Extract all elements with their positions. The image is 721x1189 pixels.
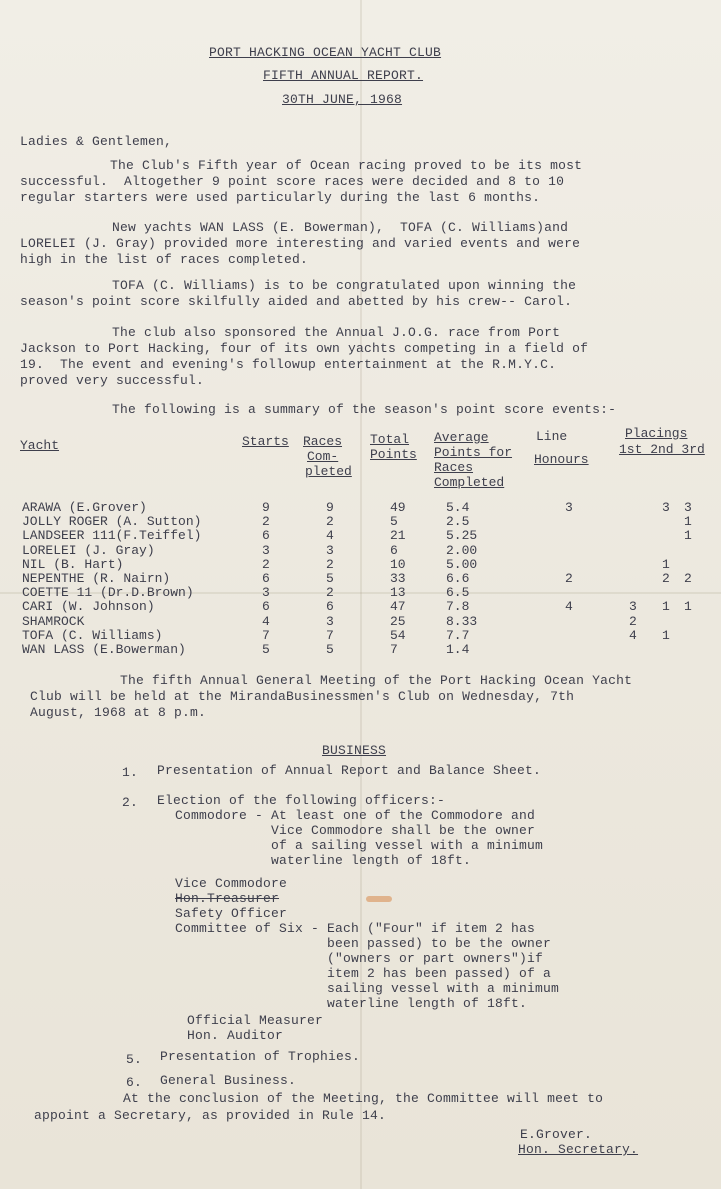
cell-placing-3rd: 1	[684, 528, 692, 544]
cell-starts: 6	[262, 571, 270, 586]
report-date: 30TH JUNE, 1968	[282, 92, 403, 107]
paragraph-4-line-1: The club also sponsored the Annual J.O.G. race from Port	[112, 325, 561, 340]
header-average-2: Points for	[434, 445, 513, 460]
cell-placing-3rd: 3	[684, 500, 692, 515]
commodore-line-4: waterline length of 18ft.	[175, 853, 472, 868]
header-average-3: Races	[434, 460, 474, 475]
cell-points: 21	[390, 528, 406, 544]
cell-points: 7	[390, 642, 398, 657]
ink-smudge	[366, 896, 392, 902]
cell-average: 7.7	[446, 627, 470, 643]
cell-completed: 2	[326, 585, 334, 601]
cell-completed: 5	[326, 571, 334, 586]
cell-average: 2.00	[446, 542, 478, 558]
paragraph-2-line-1: New yachts WAN LASS (E. Bowerman), TOFA (C. Williams)and	[112, 220, 569, 235]
cell-starts: 5	[262, 642, 270, 657]
business-item-2-number: 2.	[122, 795, 139, 810]
business-item-6: General Business.	[160, 1073, 297, 1088]
committee-line-1: Committee of Six - Each ("Four" if item 2 has	[175, 921, 536, 936]
cell-starts: 4	[262, 613, 270, 629]
cell-starts: 7	[262, 627, 270, 643]
club-title: PORT HACKING OCEAN YACHT CLUB	[209, 45, 442, 60]
header-placings-2: 1st 2nd 3rd	[619, 442, 705, 457]
cell-placing-2nd: 2	[662, 571, 670, 586]
paragraph-2-line-2: LORELEI (J. Gray) provided more interesting and varied events and were	[20, 236, 581, 251]
cell-completed: 7	[326, 627, 334, 643]
closing-line-2: appoint a Secretary, as provided in Rule 14.	[34, 1108, 387, 1123]
paragraph-1-line-1: The Club's Fifth year of Ocean racing proved to be its most	[110, 158, 583, 173]
cell-placing-1st: 2	[629, 613, 637, 629]
committee-line-4: item 2 has been passed) of a	[175, 966, 552, 981]
header-average-1: Average	[434, 430, 489, 445]
header-yacht: Yacht	[20, 438, 60, 453]
cell-average: 5.4	[446, 500, 470, 515]
official-measurer: Official Measurer	[187, 1013, 324, 1028]
cell-placing-3rd: 1	[684, 599, 692, 615]
business-item-6-number: 6.	[126, 1075, 143, 1090]
cell-yacht: LORELEI (J. Gray)	[22, 542, 155, 558]
paragraph-4-line-4: proved very successful.	[20, 373, 205, 388]
cell-points: 5	[390, 514, 398, 530]
cell-yacht: NEPENTHE (R. Nairn)	[22, 571, 171, 586]
cell-placing-3rd: 2	[684, 571, 692, 586]
cell-yacht: ARAWA (E.Grover)	[22, 500, 147, 515]
committee-line-5: sailing vessel with a minimum	[175, 981, 560, 996]
hon-auditor: Hon. Auditor	[187, 1028, 284, 1043]
cell-placing-2nd: 1	[662, 627, 670, 643]
header-average-4: Completed	[434, 475, 505, 490]
cell-points: 13	[390, 585, 406, 601]
cell-completed: 5	[326, 642, 334, 657]
business-item-5: Presentation of Trophies.	[160, 1049, 361, 1064]
cell-yacht: JOLLY ROGER (A. Sutton)	[22, 514, 202, 530]
header-points-1: Total	[370, 432, 410, 447]
header-points-2: Points	[370, 447, 417, 462]
cell-average: 5.25	[446, 528, 478, 544]
cell-starts: 9	[262, 500, 270, 515]
business-title: BUSINESS	[322, 743, 387, 758]
cell-yacht: SHAMROCK	[22, 613, 85, 629]
paragraph-4-line-2: Jackson to Port Hacking, four of its own yachts competing in a field of	[20, 341, 589, 356]
cell-average: 6.5	[446, 585, 470, 601]
paragraph-1-line-3: regular starters were used particularly during the last 6 months.	[20, 190, 541, 205]
cell-starts: 2	[262, 556, 270, 572]
paragraph-3-line-1: TOFA (C. Williams) is to be congratulated upon winning the	[112, 278, 577, 293]
cell-completed: 4	[326, 528, 334, 544]
cell-points: 54	[390, 627, 406, 643]
vice-commodore: Vice Commodore	[175, 876, 288, 891]
paragraph-3-line-2: season's point score skilfully aided and abetted by his crew-- Carol.	[20, 294, 573, 309]
cell-line-honours: 4	[565, 599, 573, 615]
business-item-2: Election of the following officers:-	[157, 793, 446, 808]
cell-placing-2nd: 1	[662, 556, 670, 572]
cell-line-honours: 3	[565, 500, 573, 515]
business-item-1: Presentation of Annual Report and Balance Sheet.	[157, 763, 542, 778]
cell-average: 2.5	[446, 514, 470, 530]
paragraph-2-line-3: high in the list of races completed.	[20, 252, 309, 267]
committee-line-2: been passed) to be the owner	[175, 936, 552, 951]
cell-average: 8.33	[446, 613, 478, 629]
cell-average: 5.00	[446, 556, 478, 572]
summary-intro: The following is a summary of the season's point score events:-	[112, 402, 617, 417]
cell-starts: 3	[262, 585, 270, 601]
cell-yacht: CARI (W. Johnson)	[22, 599, 155, 615]
closing-line-1: At the conclusion of the Meeting, the Committee will meet to	[123, 1091, 604, 1106]
header-races-3: pleted	[305, 464, 352, 479]
header-line-1: Line	[536, 429, 568, 444]
cell-line-honours: 2	[565, 571, 573, 586]
cell-placing-3rd: 1	[684, 514, 692, 530]
cell-placing-1st: 4	[629, 627, 637, 643]
signature-name: E.Grover.	[520, 1127, 593, 1142]
report-title: FIFTH ANNUAL REPORT.	[263, 68, 424, 83]
cell-points: 47	[390, 599, 406, 615]
cell-points: 33	[390, 571, 406, 586]
committee-line-3: ("owners or part owners")if	[175, 951, 544, 966]
cell-placing-2nd: 1	[662, 599, 670, 615]
cell-average: 6.6	[446, 571, 470, 586]
salutation: Ladies & Gentlemen,	[20, 134, 173, 149]
commodore-line-3: of a sailing vessel with a minimum	[175, 838, 544, 853]
cell-yacht: NIL (B. Hart)	[22, 556, 124, 572]
header-races-2: Com-	[307, 449, 339, 464]
cell-starts: 6	[262, 599, 270, 615]
cell-average: 1.4	[446, 642, 470, 657]
header-starts: Starts	[242, 434, 289, 449]
header-placings-1: Placings	[625, 426, 688, 441]
cell-yacht: TOFA (C. Williams)	[22, 627, 163, 643]
meeting-line-3: August, 1968 at 8 p.m.	[30, 705, 207, 720]
cell-completed: 3	[326, 613, 334, 629]
cell-placing-1st: 3	[629, 599, 637, 615]
cell-starts: 6	[262, 528, 270, 544]
commodore-line-2: Vice Commodore shall be the owner	[175, 823, 536, 838]
cell-placing-2nd: 3	[662, 500, 670, 515]
commodore-line-1: Commodore - At least one of the Commodore and	[175, 808, 536, 823]
cell-completed: 3	[326, 542, 334, 558]
cell-yacht: LANDSEER 111(F.Teiffel)	[22, 528, 202, 544]
paragraph-1-line-2: successful. Altogether 9 point score races were decided and 8 to 10	[20, 174, 565, 189]
meeting-line-2: Club will be held at the MirandaBusinessmen's Club on Wednesday, 7th	[30, 689, 575, 704]
cell-points: 25	[390, 613, 406, 629]
cell-starts: 2	[262, 514, 270, 530]
hon-treasurer: Hon.Treasurer	[175, 891, 280, 906]
cell-average: 7.8	[446, 599, 470, 615]
cell-completed: 6	[326, 599, 334, 615]
cell-starts: 3	[262, 542, 270, 558]
header-line-2: Honours	[534, 452, 589, 467]
signature-title: Hon. Secretary.	[518, 1142, 639, 1157]
header-races-1: Races	[303, 434, 343, 449]
cell-yacht: COETTE 11 (Dr.D.Brown)	[22, 585, 194, 601]
committee-line-6: waterline length of 18ft.	[175, 996, 528, 1011]
business-item-1-number: 1.	[122, 765, 139, 780]
cell-points: 49	[390, 500, 406, 515]
safety-officer: Safety Officer	[175, 906, 288, 921]
cell-points: 6	[390, 542, 398, 558]
cell-points: 10	[390, 556, 406, 572]
business-item-5-number: 5.	[126, 1052, 143, 1067]
meeting-line-1: The fifth Annual General Meeting of the Port Hacking Ocean Yacht	[120, 673, 633, 688]
cell-yacht: WAN LASS (E.Bowerman)	[22, 642, 186, 657]
paragraph-4-line-3: 19. The event and evening's followup entertainment at the R.M.Y.C.	[20, 357, 557, 372]
cell-completed: 9	[326, 500, 334, 515]
cell-completed: 2	[326, 514, 334, 530]
cell-completed: 2	[326, 556, 334, 572]
